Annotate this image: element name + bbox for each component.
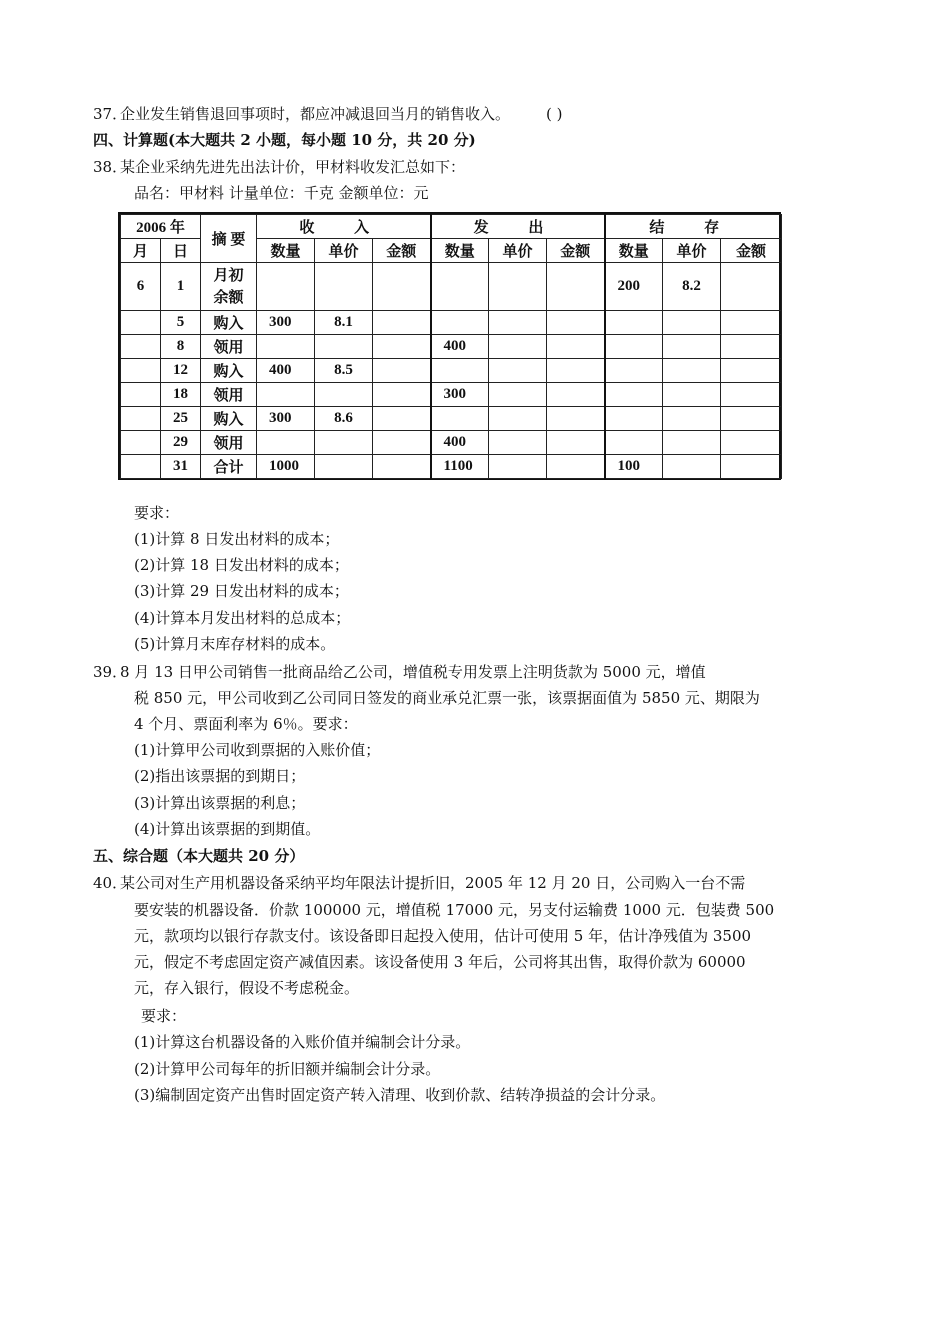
q40-req-2: (2)计算甲公司每年的折旧额并编制会计分录。	[134, 1060, 441, 1078]
cell-day: 5	[161, 311, 201, 335]
ledger-row	[121, 455, 782, 479]
cell-month: 6	[121, 263, 161, 311]
q39-line-1: 8 月 13 日甲公司销售一批商品给乙公司，增值税专用发票上注明货款为 5000 元，增值	[120, 663, 706, 681]
cell-month	[121, 311, 161, 335]
cell-out-qty	[431, 311, 489, 335]
cell-out-qty	[431, 359, 489, 383]
ledger-row	[121, 359, 782, 383]
cell-out-price	[489, 455, 547, 479]
cell-bal-amount	[721, 455, 782, 479]
cell-desc: 领用	[201, 383, 257, 407]
cell-out-qty: 300	[431, 383, 489, 407]
cell-out-amount	[547, 335, 605, 359]
cell-bal-price	[663, 431, 721, 455]
q37-text	[120, 104, 563, 124]
summary-header: 摘 要	[201, 215, 257, 263]
cell-bal-qty	[605, 431, 663, 455]
cell-in-price	[315, 455, 373, 479]
cell-bal-price	[663, 335, 721, 359]
cell-in-amount	[373, 431, 431, 455]
q38-number: 38．	[93, 158, 128, 176]
cell-month	[121, 431, 161, 455]
ledger-row	[121, 263, 782, 311]
cell-bal-qty	[605, 383, 663, 407]
cell-month	[121, 335, 161, 359]
month-header: 月	[121, 239, 161, 263]
issue-header: 发 出	[431, 215, 605, 239]
q39-line-3: 4 个月、票面利率为 6％。要求：	[134, 715, 358, 733]
cell-bal-price	[663, 407, 721, 431]
receive-header: 收 入	[257, 215, 431, 239]
q39-req-2: (2)指出该票据的到期日；	[134, 767, 306, 785]
cell-bal-amount	[721, 311, 782, 335]
q40-line-4: 元，假定不考虑固定资产减值因素。该设备使用 3 年后，公司将其出售，取得价款为 60000	[134, 953, 746, 971]
ledger-row	[121, 311, 782, 335]
cell-bal-amount	[721, 359, 782, 383]
q38-req-3: (3)计算 29 日发出材料的成本；	[134, 582, 349, 600]
ledger-row	[121, 335, 782, 359]
cell-out-qty	[431, 263, 489, 311]
cell-desc: 月初余额	[201, 263, 257, 311]
cell-bal-price: 8.2	[663, 263, 721, 311]
cell-in-price	[315, 263, 373, 311]
cell-out-price	[489, 311, 547, 335]
q37-number: 37．	[93, 105, 128, 123]
q38-req-2: (2)计算 18 日发出材料的成本；	[134, 556, 349, 574]
cell-desc: 合计	[201, 455, 257, 479]
bal-qty-header: 数量	[605, 239, 663, 263]
cell-desc: 领用	[201, 335, 257, 359]
cell-out-qty: 400	[431, 431, 489, 455]
q38-req-title: 要求：	[134, 504, 180, 522]
cell-desc: 购入	[201, 359, 257, 383]
q38-req-1: (1)计算 8 日发出材料的成本；	[134, 530, 340, 548]
balance-header: 结 存	[605, 215, 782, 239]
cell-out-price	[489, 431, 547, 455]
ledger-row	[121, 383, 782, 407]
in-price-header: 单价	[315, 239, 373, 263]
ledger-row	[121, 431, 782, 455]
cell-out-amount	[547, 383, 605, 407]
out-price-header: 单价	[489, 239, 547, 263]
q39-line-2: 税 850 元，甲公司收到乙公司同日签发的商业承兑汇票一张，该票据面值为 5850 元、期限为	[134, 689, 760, 707]
cell-in-amount	[373, 311, 431, 335]
cell-out-amount	[547, 431, 605, 455]
cell-out-qty: 1100	[431, 455, 489, 479]
cell-month	[121, 455, 161, 479]
q37-answer-paren: ( )	[546, 105, 563, 123]
in-amount-header: 金额	[373, 239, 431, 263]
year-header: 2006 年	[121, 215, 201, 239]
cell-out-price	[489, 335, 547, 359]
cell-bal-qty	[605, 311, 663, 335]
cell-in-price	[315, 383, 373, 407]
ledger-row	[121, 407, 782, 431]
cell-in-qty: 400	[257, 359, 315, 383]
cell-in-price: 8.5	[315, 359, 373, 383]
q39-req-1: (1)计算甲公司收到票据的入账价值；	[134, 741, 381, 759]
cell-in-qty: 300	[257, 311, 315, 335]
cell-day: 25	[161, 407, 201, 431]
cell-in-amount	[373, 335, 431, 359]
cell-bal-price	[663, 383, 721, 407]
cell-in-qty	[257, 263, 315, 311]
cell-out-amount	[547, 359, 605, 383]
cell-in-amount	[373, 383, 431, 407]
cell-bal-price	[663, 359, 721, 383]
cell-in-qty: 1000	[257, 455, 315, 479]
cell-bal-qty	[605, 359, 663, 383]
q39-req-3: (3)计算出该票据的利息；	[134, 794, 306, 812]
cell-desc: 购入	[201, 407, 257, 431]
cell-bal-amount	[721, 263, 782, 311]
cell-day: 1	[161, 263, 201, 311]
cell-day: 8	[161, 335, 201, 359]
cell-day: 18	[161, 383, 201, 407]
q40-req-1: (1)计算这台机器设备的入账价值并编制会计分录。	[134, 1033, 471, 1051]
cell-day: 29	[161, 431, 201, 455]
q40-req-title: 要求：	[141, 1007, 187, 1025]
in-qty-header: 数量	[257, 239, 315, 263]
cell-out-price	[489, 359, 547, 383]
bal-price-header: 单价	[663, 239, 721, 263]
q40-number: 40．	[93, 874, 128, 892]
section5-title: 五、综合题（本大题共 20 分）	[93, 847, 305, 865]
cell-bal-amount	[721, 407, 782, 431]
q40-line-1: 某公司对生产用机器设备采纳平均年限法计提折旧，2005 年 12 月 20 日，公司购入一台不需	[120, 874, 746, 892]
cell-in-amount	[373, 407, 431, 431]
q38-req-4: (4)计算本月发出材料的总成本；	[134, 609, 351, 627]
cell-in-price	[315, 431, 373, 455]
cell-bal-amount	[721, 383, 782, 407]
cell-day: 12	[161, 359, 201, 383]
out-qty-header: 数量	[431, 239, 489, 263]
cell-in-amount	[373, 359, 431, 383]
day-header: 日	[161, 239, 201, 263]
q39-number: 39．	[93, 663, 128, 681]
cell-bal-qty: 200	[605, 263, 663, 311]
cell-out-amount	[547, 455, 605, 479]
cell-day: 31	[161, 455, 201, 479]
cell-in-qty	[257, 431, 315, 455]
cell-month	[121, 383, 161, 407]
cell-month	[121, 407, 161, 431]
q38-req-5: (5)计算月末库存材料的成本。	[134, 635, 336, 653]
q38-meta: 品名：甲材料 计量单位：千克 金额单位：元	[134, 184, 429, 202]
cell-out-price	[489, 407, 547, 431]
cell-out-amount	[547, 311, 605, 335]
bal-amount-header: 金额	[721, 239, 782, 263]
cell-in-qty: 300	[257, 407, 315, 431]
q40-line-5: 元，存入银行，假设不考虑税金。	[134, 979, 360, 997]
cell-in-qty	[257, 383, 315, 407]
cell-out-qty	[431, 407, 489, 431]
q37-statement: 企业发生销售退回事项时，都应冲减退回当月的销售收入。	[120, 105, 511, 123]
material-ledger-table	[118, 212, 781, 480]
cell-in-amount	[373, 455, 431, 479]
cell-in-qty	[257, 335, 315, 359]
cell-out-price	[489, 383, 547, 407]
cell-bal-qty: 100	[605, 455, 663, 479]
q40-req-3: (3)编制固定资产出售时固定资产转入清理、收到价款、结转净损益的会计分录。	[134, 1086, 666, 1104]
out-amount-header: 金额	[547, 239, 605, 263]
cell-in-price: 8.6	[315, 407, 373, 431]
q38-text: 某企业采纳先进先出法计价，甲材料收发汇总如下：	[120, 158, 466, 176]
cell-bal-amount	[721, 335, 782, 359]
cell-desc: 购入	[201, 311, 257, 335]
cell-bal-qty	[605, 335, 663, 359]
cell-out-amount	[547, 407, 605, 431]
section4-title: 四、计算题(本大题共 2 小题，每小题 10 分，共 20 分)	[93, 131, 476, 149]
cell-in-price: 8.1	[315, 311, 373, 335]
cell-bal-amount	[721, 431, 782, 455]
q39-req-4: (4)计算出该票据的到期值。	[134, 820, 321, 838]
cell-in-price	[315, 335, 373, 359]
cell-month	[121, 359, 161, 383]
cell-bal-price	[663, 311, 721, 335]
cell-out-price	[489, 263, 547, 311]
cell-out-amount	[547, 263, 605, 311]
q40-line-3: 元，款项均以银行存款支付。该设备即日起投入使用，估计可使用 5 年，估计净残值为 3500	[134, 927, 752, 945]
cell-out-qty: 400	[431, 335, 489, 359]
q40-line-2: 要安装的机器设备．价款 100000 元，增值税 17000 元，另支付运输费 1000 元．包装费 500	[134, 901, 775, 919]
cell-bal-qty	[605, 407, 663, 431]
cell-in-amount	[373, 263, 431, 311]
cell-desc: 领用	[201, 431, 257, 455]
cell-bal-price	[663, 455, 721, 479]
